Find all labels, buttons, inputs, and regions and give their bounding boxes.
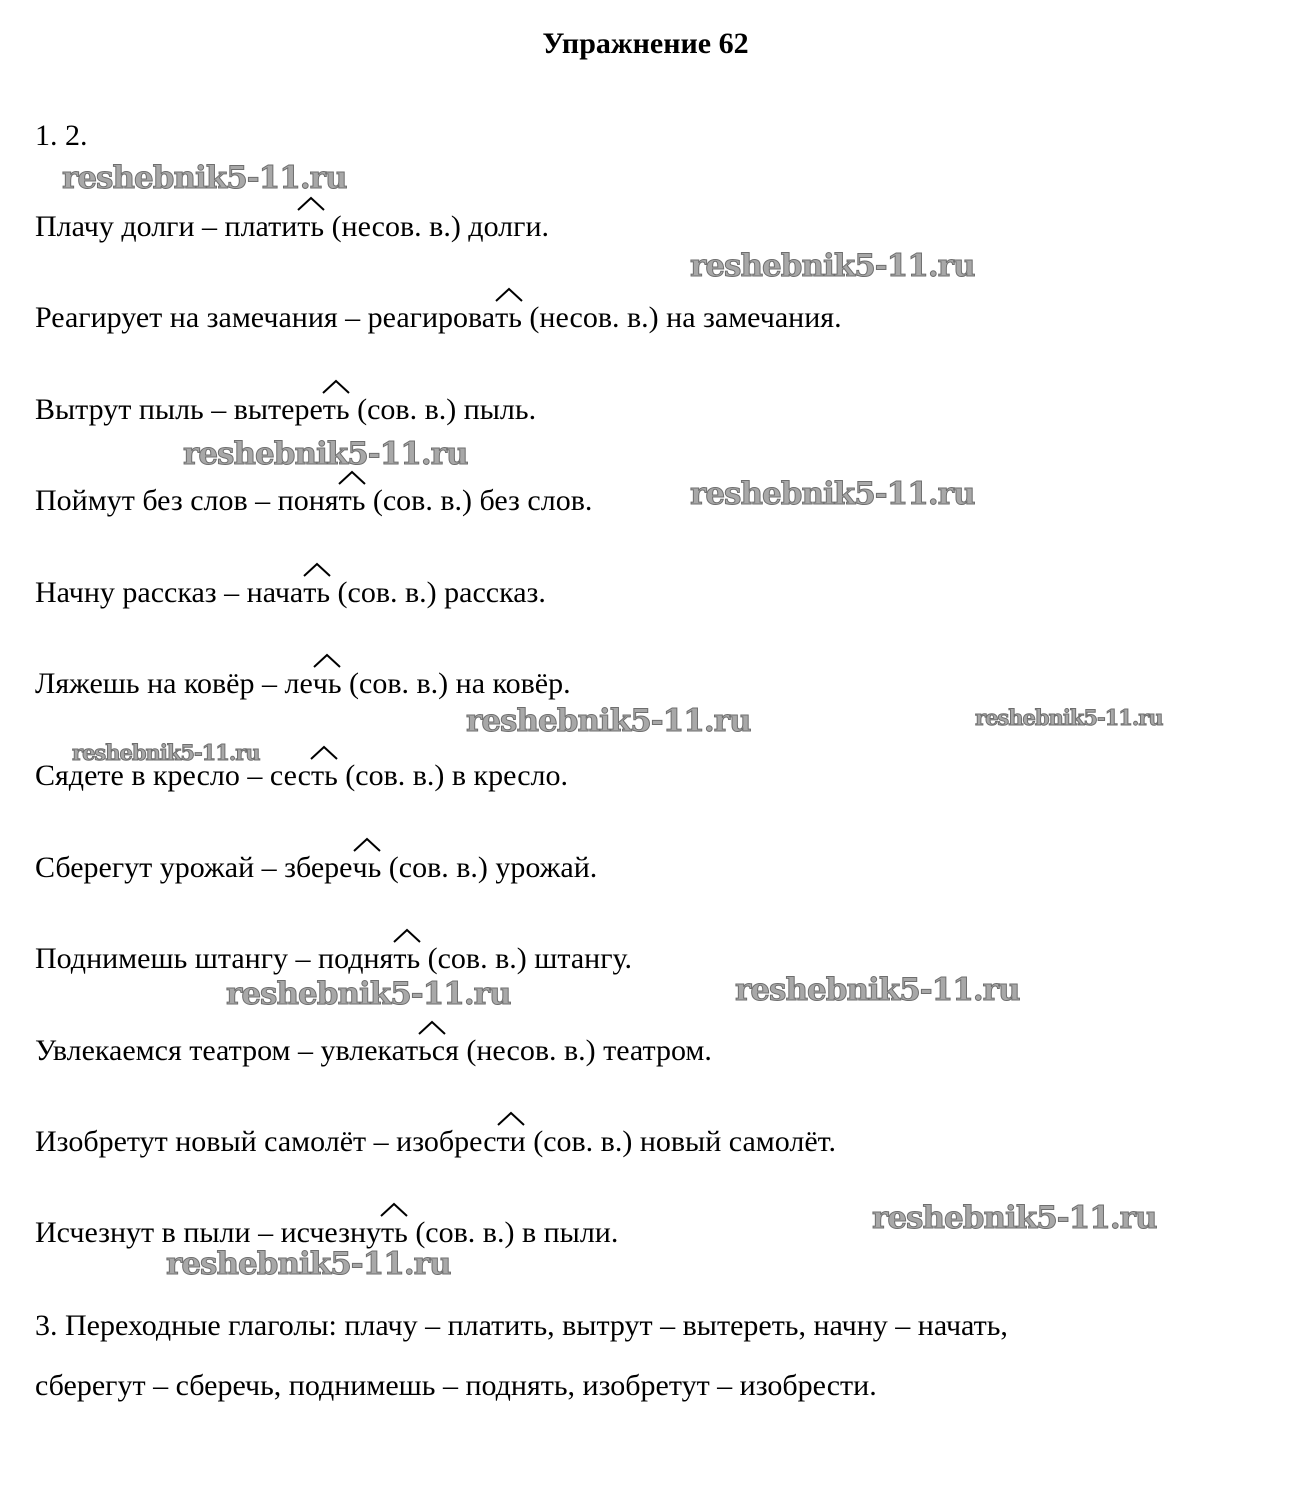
line-text: (сов. в.) на ковёр. [341,667,571,700]
suffix-arc-icon [494,287,524,303]
watermark: reshebnik5-11.ru [166,1246,451,1282]
suffix-arc-icon [379,1202,409,1218]
suffix-marked: ть [323,392,350,428]
suffix-marked: чь [353,850,382,886]
suffix-arc-icon [352,837,382,853]
suffix-marked: ть [297,209,324,245]
suffix-arc-icon [309,745,339,761]
watermark: reshebnik5-11.ru [690,248,975,284]
exercise-line [35,300,842,336]
line-text: (сов. в.) без слов. [365,484,593,517]
line-text: Сядете в кресло – сес [35,759,311,792]
exercise-line [35,850,597,886]
line-text: (сов. в.) штангу. [420,942,632,975]
line-text: Ляжешь на ковёр – ле [35,667,313,700]
watermark: reshebnik5-11.ru [183,436,468,472]
suffix-marked: ть [311,758,338,794]
watermark: reshebnik5-11.ru [735,972,1020,1008]
line-text: Вытрут пыль – вытере [35,393,323,426]
line-text: Реагирует на замечания – реагирова [35,301,496,334]
conclusion-line-1: 3. Переходные глаголы: плачу – платить, вытрут – вытереть, начну – начать, [35,1309,1008,1342]
suffix-arc-icon [321,379,351,395]
line-text: Исчезнут в пыли – исчезну [35,1216,382,1249]
exercise-line [35,1033,712,1069]
line-text: (несов. в.) театром. [458,1034,712,1067]
page-title: Упражнение 62 [542,27,749,60]
suffix-marked: ть [339,483,366,519]
line-text: (сов. в.) в пыли. [407,1216,619,1249]
line-text: Изобретут новый самолёт – изобрес [35,1125,497,1158]
suffix-arc-icon [296,196,326,212]
suffix-arc-icon [496,1111,526,1127]
suffix-arc-icon [302,562,332,578]
watermark: reshebnik5-11.ru [690,476,975,512]
line-text: (несов. в.) долги. [324,210,550,243]
exercise-line [35,575,546,611]
suffix-marked: ть [381,1215,408,1251]
line-text: (сов. в.) в кресло. [337,759,568,792]
line-text: Плачу долги – плати [35,210,298,243]
exercise-line [35,483,592,519]
exercise-line [35,1124,836,1160]
suffix-arc-icon [337,470,367,486]
suffix-marked: ть [303,575,330,611]
suffix-arc-icon [392,928,422,944]
line-text: Начну рассказ – нача [35,576,304,609]
line-text: Поймут без слов – поня [35,484,339,517]
suffix-marked: ть [495,300,522,336]
suffix-arc-icon [417,1020,447,1036]
suffix-marked: ти [497,1124,526,1160]
exercise-line [35,209,549,245]
suffix-marked: ть [393,941,420,977]
line-text: Сберегут урожай – збере [35,851,353,884]
suffix-marked: чь [313,666,342,702]
watermark: reshebnik5-11.ru [226,976,511,1012]
suffix-arc-icon [312,653,342,669]
watermark: reshebnik5-11.ru [62,160,347,196]
line-text: (сов. в.) пыль. [349,393,537,426]
line-text: (сов. в.) новый самолёт. [525,1125,836,1158]
watermark: reshebnik5-11.ru [466,703,751,739]
line-text: (сов. в.) урожай. [381,851,598,884]
exercise-line [35,666,571,702]
watermark: reshebnik5-11.ru [975,705,1163,730]
line-text: (несов. в.) на замечания. [521,301,842,334]
line-text: Увлекаемся театром – увлека [35,1034,405,1067]
watermark: reshebnik5-11.ru [872,1200,1157,1236]
conclusion-line-2: сберегут – сберечь, поднимешь – поднять, изобретут – изобрести. [35,1369,877,1402]
section-label: 1. 2. [35,119,88,152]
exercise-line [35,941,632,977]
line-text: Поднимешь штангу – подня [35,942,394,975]
line-text: (сов. в.) рассказ. [330,576,546,609]
suffix-marked: ться [405,1033,459,1069]
watermark: reshebnik5-11.ru [72,740,260,765]
exercise-line [35,392,536,428]
